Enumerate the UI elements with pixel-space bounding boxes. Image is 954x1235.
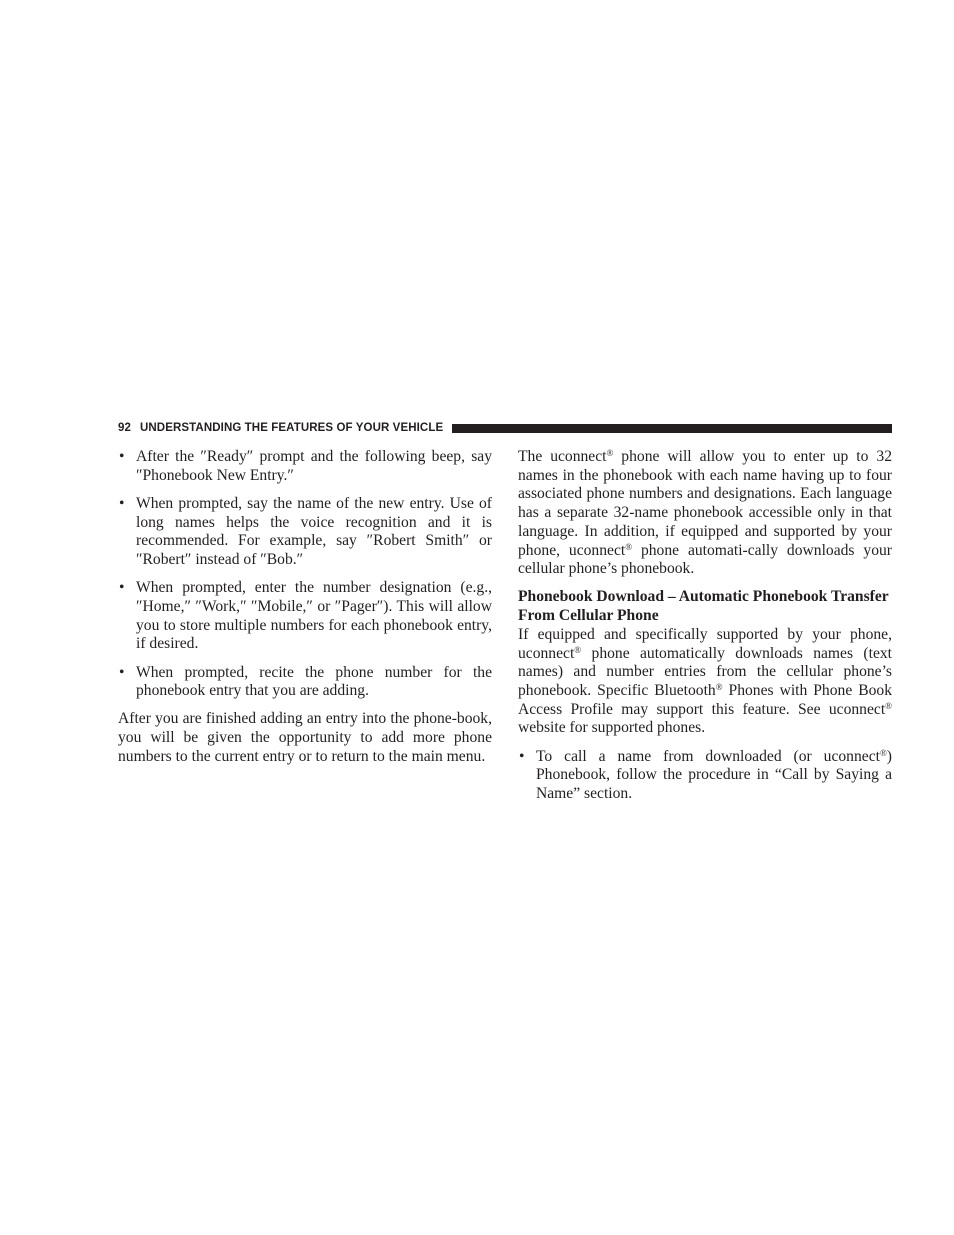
bullet-icon: • — [119, 663, 125, 681]
intro-text-1: The uconnect — [518, 448, 607, 465]
bullet-icon: • — [119, 494, 125, 512]
list-item — [118, 495, 492, 570]
registered-mark: ® — [625, 541, 633, 552]
list-item-text: When prompted, enter the number designation (e.g., ″Home,″ ″Work,″ ″Mobile,″ or ″Pager″). This will allow you to store multiple numbers for each phonebook entry, if desired. — [136, 579, 492, 653]
subheading: Phonebook Download – Automatic Phonebook Transfer From Cellular Phone — [518, 588, 889, 625]
registered-mark: ® — [574, 644, 582, 655]
bullet-icon: • — [119, 448, 125, 465]
list-item — [118, 579, 492, 654]
list-item-text: After the ″Ready″ prompt and the following beep, say ″Phonebook New Entry.″ — [136, 448, 492, 484]
body-text-4: website for supported phones. — [518, 719, 706, 737]
body-text-1: If equipped and specifically supported by your phone, uconnect — [518, 625, 892, 662]
closing-paragraph: After you are finished adding an entry into the phone-book, you will be given the opportunity to add more phone numbers to the current entry or to return to the main menu. — [118, 710, 492, 765]
list-item — [118, 664, 492, 701]
body-paragraph — [518, 626, 892, 738]
body-text-2: phone automatically downloads names (text names) and number entries from the cellular phone’s phonebook. Specific Bluetooth — [518, 644, 892, 699]
bullet-icon: • — [119, 579, 125, 597]
list-item-text — [536, 748, 892, 802]
bullet-icon: • — [519, 747, 525, 765]
section-title: UNDERSTANDING THE FEATURES OF YOUR VEHICLE — [140, 422, 444, 434]
page-header — [118, 420, 892, 436]
registered-mark: ® — [879, 747, 887, 758]
body-text-3: Phones with Phone Book Access Profile may support this feature. See uconnect — [518, 681, 892, 718]
intro-paragraph — [518, 448, 892, 579]
bullet-list — [118, 448, 492, 701]
bullet-text-1: To call a name from downloaded (or uconnect — [536, 747, 880, 765]
intro-text-3: phone automati-cally downloads your cellular phone’s phonebook. — [518, 541, 892, 578]
list-item-text: When prompted, say the name of the new entry. Use of long names helps the voice recognition and it is recommended. For example, say ″Robert Smith″ or ″Robert″ instead of ″Bob.″ — [136, 494, 492, 569]
page-number: 92 — [118, 422, 131, 434]
bullet-list — [518, 748, 892, 804]
left-column — [118, 448, 492, 776]
list-item-text: When prompted, recite the phone number for the phonebook entry that you are adding. — [136, 663, 492, 700]
list-item — [118, 448, 492, 485]
intro-text-2: phone will allow you to enter up to 32 names in the phonebook with each name having up to four associated phone numbers and designations. Each language has a separate 32-name phonebook accessible only in that language. In addition, if equipped and supported by your phone, uconnect — [518, 448, 892, 559]
list-item — [518, 748, 892, 804]
registered-mark: ® — [715, 681, 723, 692]
right-column — [518, 448, 892, 813]
header-rule — [452, 424, 892, 433]
registered-mark: ® — [606, 448, 614, 458]
registered-mark: ® — [885, 700, 892, 711]
bullet-text-2: ) Phonebook, follow the procedure in “Call by Saying a Name” section. — [536, 747, 892, 802]
